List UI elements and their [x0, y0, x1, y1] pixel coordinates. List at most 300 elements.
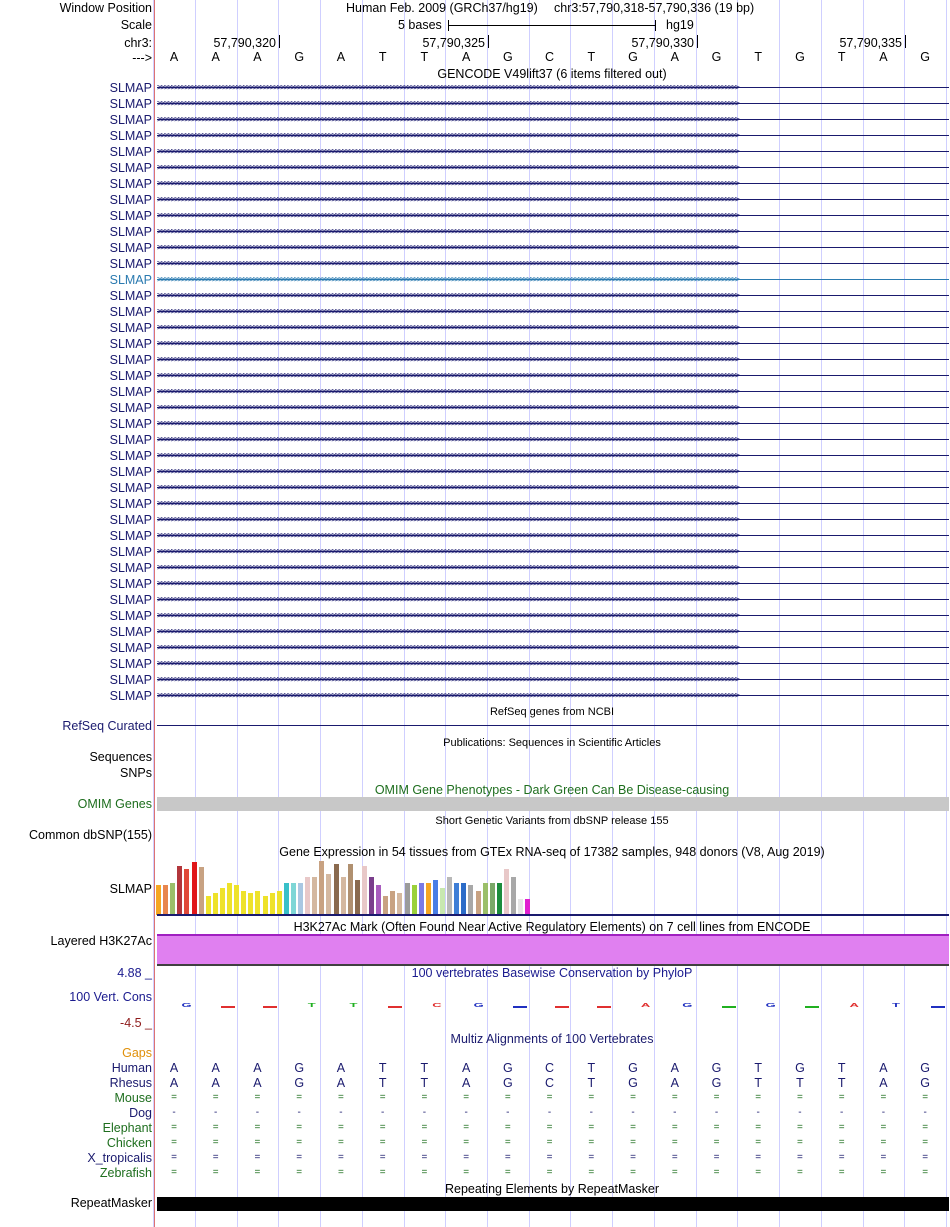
base: A [169, 50, 179, 64]
gtex-tissue-bar[interactable] [518, 899, 523, 915]
gene-transcript[interactable] [157, 400, 949, 416]
base: A [336, 50, 346, 64]
alignment-base: = [463, 1152, 470, 1163]
gene-label-slmap[interactable]: SLMAP [109, 689, 152, 703]
alignment-base: = [880, 1167, 887, 1178]
gene-label-slmap[interactable]: SLMAP [109, 209, 152, 223]
alignment-base: = [797, 1092, 803, 1103]
conservation-title: 100 vertebrates Basewise Conservation by PhyloP [411, 966, 693, 980]
alignment-base: = [171, 1152, 177, 1163]
gene-label-slmap[interactable]: SLMAP [109, 577, 152, 591]
gtex-tissue-bar[interactable] [454, 883, 459, 915]
gene-label-slmap[interactable]: SLMAP [109, 241, 152, 255]
omim-track[interactable] [157, 797, 949, 811]
gene-label-slmap[interactable]: SLMAP [109, 465, 152, 479]
strand-arrows: >>>>>>>>>>>>>>>>>>>>>>>>>>>>>>>>>>>>>>>>>>>>>>>>>>>>>>>>>>>>>>>>>>>>>>>>>>>>>>>>>>>>>>>>>>>>>>>>>>>>>>>>>>>>>>>>>>>>>>>>>>>>>>>>>>>>>>>>>>>>>>>>>>>>>>>>>>>>>>>>>>>>>>>>>> [157, 387, 739, 397]
alignment-base: T [587, 1061, 596, 1075]
gtex-tissue-bar[interactable] [476, 891, 481, 915]
gtex-tissue-bar[interactable] [177, 866, 182, 915]
multiz-title: Multiz Alignments of 100 Vertebrates [450, 1032, 654, 1046]
species-label[interactable]: X_tropicalis [87, 1151, 152, 1165]
conservation-letter: T [349, 1001, 358, 1009]
alignment-base: - [297, 1107, 301, 1118]
h3k27ac-track[interactable] [157, 934, 949, 966]
gene-label-slmap[interactable]: SLMAP [109, 305, 152, 319]
alignment-base: = [504, 1122, 511, 1133]
gtex-tissue-bar[interactable] [326, 874, 331, 915]
coordinate-label: 57,790,330 [631, 36, 694, 50]
strand-arrows: >>>>>>>>>>>>>>>>>>>>>>>>>>>>>>>>>>>>>>>>>>>>>>>>>>>>>>>>>>>>>>>>>>>>>>>>>>>>>>>>>>>>>>>>>>>>>>>>>>>>>>>>>>>>>>>>>>>>>>>>>>>>>>>>>>>>>>>>>>>>>>>>>>>>>>>>>>>>>>>>>>>>>>>>>> [157, 115, 739, 125]
repeatmasker-track[interactable] [157, 1197, 949, 1211]
gene-transcript[interactable] [157, 144, 949, 160]
gene-transcript[interactable] [157, 672, 949, 688]
alignment-base: = [588, 1137, 595, 1148]
alignment-base: - [756, 1107, 760, 1118]
alignment-base: = [755, 1137, 762, 1148]
gene-label-slmap[interactable]: SLMAP [109, 625, 152, 639]
alignment-base: = [171, 1137, 177, 1148]
gene-transcript[interactable] [157, 352, 949, 368]
alignment-base: = [421, 1122, 428, 1133]
alignment-base: = [588, 1152, 595, 1163]
gtex-tissue-bar[interactable] [362, 866, 367, 915]
alignment-base: = [379, 1122, 386, 1133]
coordinate-tick [697, 35, 698, 48]
alignment-base: = [755, 1167, 762, 1178]
gene-transcript[interactable] [157, 464, 949, 480]
alignment-base: A [169, 1076, 179, 1090]
alignment-base: = [671, 1122, 678, 1133]
strand-arrows: >>>>>>>>>>>>>>>>>>>>>>>>>>>>>>>>>>>>>>>>>>>>>>>>>>>>>>>>>>>>>>>>>>>>>>>>>>>>>>>>>>>>>>>>>>>>>>>>>>>>>>>>>>>>>>>>>>>>>>>>>>>>>>>>>>>>>>>>>>>>>>>>>>>>>>>>>>>>>>>>>>>>>>>>>> [157, 419, 739, 429]
gtex-tissue-bar[interactable] [213, 893, 218, 915]
base: G [920, 50, 930, 64]
strand-arrows: >>>>>>>>>>>>>>>>>>>>>>>>>>>>>>>>>>>>>>>>>>>>>>>>>>>>>>>>>>>>>>>>>>>>>>>>>>>>>>>>>>>>>>>>>>>>>>>>>>>>>>>>>>>>>>>>>>>>>>>>>>>>>>>>>>>>>>>>>>>>>>>>>>>>>>>>>>>>>>>>>>>>>>>>>> [157, 595, 739, 605]
alignment-base: = [296, 1092, 303, 1103]
alignment-base: = [296, 1122, 303, 1133]
alignment-base: = [588, 1167, 595, 1178]
h3k27ac-label[interactable]: Layered H3K27Ac [50, 934, 152, 948]
gtex-tissue-bar[interactable] [355, 880, 360, 915]
gtex-expression-chart[interactable] [156, 860, 556, 915]
alignment-base: G [711, 1076, 722, 1090]
alignment-base: G [920, 1061, 930, 1075]
gtex-label[interactable]: SLMAP [109, 882, 152, 896]
alignment-base: = [797, 1167, 803, 1178]
gtex-tissue-bar[interactable] [419, 883, 424, 915]
strand-arrows: >>>>>>>>>>>>>>>>>>>>>>>>>>>>>>>>>>>>>>>>>>>>>>>>>>>>>>>>>>>>>>>>>>>>>>>>>>>>>>>>>>>>>>>>>>>>>>>>>>>>>>>>>>>>>>>>>>>>>>>>>>>>>>>>>>>>>>>>>>>>>>>>>>>>>>>>>>>>>>>>>>>>>>>>>> [157, 627, 739, 637]
alignment-base: = [337, 1152, 344, 1163]
alignment-base: C [545, 1061, 555, 1075]
gene-label-slmap[interactable]: SLMAP [109, 481, 152, 495]
gtex-tissue-bar[interactable] [412, 885, 417, 915]
alignment-base: = [337, 1167, 344, 1178]
gene-label-slmap[interactable]: SLMAP [109, 273, 152, 287]
alignment-base: A [336, 1076, 346, 1090]
gtex-tissue-bar[interactable] [497, 883, 502, 915]
alignment-base: = [671, 1092, 678, 1103]
window-position-label: Window Position [59, 1, 152, 15]
refseq-track[interactable] [157, 725, 949, 726]
conservation-mark [263, 1006, 277, 1008]
species-label[interactable]: Rhesus [109, 1076, 152, 1090]
base: T [754, 50, 763, 64]
alignment-base: = [379, 1167, 386, 1178]
base: A [879, 50, 888, 64]
gtex-tissue-bar[interactable] [163, 885, 168, 915]
alignment-base: T [754, 1061, 763, 1075]
publications-snps-label[interactable]: SNPs [120, 766, 152, 780]
base: C [545, 50, 555, 64]
alignment-base: T [378, 1076, 387, 1090]
gtex-tissue-bar[interactable] [504, 869, 509, 915]
gene-label-slmap[interactable]: SLMAP [109, 289, 152, 303]
gene-transcript[interactable] [157, 224, 949, 240]
gene-transcript[interactable] [157, 384, 949, 400]
conservation-letter: G [682, 1001, 693, 1009]
gene-transcript[interactable] [157, 336, 949, 352]
repeatmasker-label[interactable]: RepeatMasker [70, 1196, 152, 1210]
gtex-tissue-bar[interactable] [199, 867, 204, 915]
alignment-base: A [670, 1076, 679, 1090]
gene-transcript[interactable] [157, 656, 949, 672]
strand-arrows: >>>>>>>>>>>>>>>>>>>>>>>>>>>>>>>>>>>>>>>>>>>>>>>>>>>>>>>>>>>>>>>>>>>>>>>>>>>>>>>>>>>>>>>>>>>>>>>>>>>>>>>>>>>>>>>>>>>>>>>>>>>>>>>>>>>>>>>>>>>>>>>>>>>>>>>>>>>>>>>>>>>>>>>>>> [157, 163, 739, 173]
gene-transcript[interactable] [157, 448, 949, 464]
gene-transcript[interactable] [157, 480, 949, 496]
alignment-base: = [630, 1137, 636, 1148]
alignment-base: - [589, 1107, 593, 1118]
alignment-base: = [713, 1092, 720, 1103]
gtex-tissue-bar[interactable] [170, 883, 175, 915]
gene-label-slmap[interactable]: SLMAP [109, 641, 152, 655]
alignment-base: = [588, 1122, 595, 1133]
conservation-letter: G [765, 1001, 776, 1009]
alignment-base: = [421, 1092, 428, 1103]
gene-transcript[interactable] [157, 304, 949, 320]
gtex-tissue-bar[interactable] [405, 883, 410, 915]
gtex-tissue-bar[interactable] [390, 891, 395, 915]
gtex-tissue-bar[interactable] [312, 877, 317, 915]
gtex-tissue-bar[interactable] [483, 883, 488, 915]
strand-arrows: >>>>>>>>>>>>>>>>>>>>>>>>>>>>>>>>>>>>>>>>>>>>>>>>>>>>>>>>>>>>>>>>>>>>>>>>>>>>>>>>>>>>>>>>>>>>>>>>>>>>>>>>>>>>>>>>>>>>>>>>>>>>>>>>>>>>>>>>>>>>>>>>>>>>>>>>>>>>>>>>>>>>>>>>>> [157, 227, 739, 237]
gtex-tissue-bar[interactable] [227, 883, 232, 915]
alignment-base: T [796, 1076, 804, 1090]
gtex-tissue-bar[interactable] [525, 899, 530, 915]
alignment-base: = [671, 1167, 678, 1178]
gene-label-slmap[interactable]: SLMAP [109, 113, 152, 127]
gtex-tissue-bar[interactable] [426, 883, 431, 915]
alignment-base: A [336, 1061, 346, 1075]
conservation-letter: G [181, 1001, 192, 1009]
alignment-base: = [880, 1092, 887, 1103]
alignment-base: T [837, 1076, 846, 1090]
alignment-base: - [631, 1107, 635, 1118]
alignment-base: = [546, 1152, 553, 1163]
publications-sequences-label[interactable]: Sequences [89, 750, 152, 764]
alignment-base: = [630, 1092, 636, 1103]
gene-transcript[interactable] [157, 160, 949, 176]
gene-label-slmap[interactable]: SLMAP [109, 657, 152, 671]
repeatmasker-title: Repeating Elements by RepeatMasker [444, 1182, 660, 1196]
gene-label-slmap[interactable]: SLMAP [109, 497, 152, 511]
gene-transcript[interactable] [157, 640, 949, 656]
alignment-base: A [461, 1076, 471, 1090]
gene-label-slmap[interactable]: SLMAP [109, 545, 152, 559]
species-label[interactable]: Chicken [106, 1136, 152, 1150]
conservation-mark [722, 1006, 736, 1008]
alignment-base: T [587, 1076, 596, 1090]
gtex-tissue-bar[interactable] [248, 893, 253, 915]
gtex-tissue-bar[interactable] [277, 891, 282, 915]
alignment-base: = [254, 1152, 261, 1163]
gene-label-slmap[interactable]: SLMAP [109, 529, 152, 543]
gtex-tissue-bar[interactable] [220, 888, 225, 915]
alignment-base: = [838, 1167, 845, 1178]
gene-transcript[interactable] [157, 560, 949, 576]
conservation-max: 4.88 _ [117, 966, 152, 980]
alignment-base: A [253, 1076, 262, 1090]
gtex-tissue-bar[interactable] [461, 883, 466, 915]
gene-label-slmap[interactable]: SLMAP [109, 97, 152, 111]
refseq-label[interactable]: RefSeq Curated [62, 719, 152, 733]
gene-label-slmap[interactable]: SLMAP [109, 513, 152, 527]
strand-arrows: >>>>>>>>>>>>>>>>>>>>>>>>>>>>>>>>>>>>>>>>>>>>>>>>>>>>>>>>>>>>>>>>>>>>>>>>>>>>>>>>>>>>>>>>>>>>>>>>>>>>>>>>>>>>>>>>>>>>>>>>>>>>>>>>>>>>>>>>>>>>>>>>>>>>>>>>>>>>>>>>>>>>>>>>>> [157, 579, 739, 589]
alignment-base: - [380, 1107, 385, 1118]
gtex-tissue-bar[interactable] [348, 864, 353, 915]
gene-transcript[interactable] [157, 432, 949, 448]
gtex-tissue-bar[interactable] [284, 883, 289, 915]
strand-arrows: >>>>>>>>>>>>>>>>>>>>>>>>>>>>>>>>>>>>>>>>>>>>>>>>>>>>>>>>>>>>>>>>>>>>>>>>>>>>>>>>>>>>>>>>>>>>>>>>>>>>>>>>>>>>>>>>>>>>>>>>>>>>>>>>>>>>>>>>>>>>>>>>>>>>>>>>>>>>>>>>>>>>>>>>>> [157, 691, 739, 701]
gene-transcript[interactable] [157, 496, 949, 512]
gene-transcript[interactable] [157, 320, 949, 336]
strand-arrows: >>>>>>>>>>>>>>>>>>>>>>>>>>>>>>>>>>>>>>>>>>>>>>>>>>>>>>>>>>>>>>>>>>>>>>>>>>>>>>>>>>>>>>>>>>>>>>>>>>>>>>>>>>>>>>>>>>>>>>>>>>>>>>>>>>>>>>>>>>>>>>>>>>>>>>>>>>>>>>>>>>>>>>>>>> [157, 323, 739, 333]
alignment-base: = [212, 1152, 219, 1163]
gene-label-slmap[interactable]: SLMAP [109, 593, 152, 607]
alignment-base: = [630, 1152, 636, 1163]
alignment-base: = [171, 1122, 177, 1133]
coordinate-label: 57,790,320 [213, 36, 276, 50]
gene-label-slmap[interactable]: SLMAP [109, 401, 152, 415]
gtex-track-baseline [157, 914, 949, 916]
gene-transcript[interactable] [157, 608, 949, 624]
strand-arrows: >>>>>>>>>>>>>>>>>>>>>>>>>>>>>>>>>>>>>>>>>>>>>>>>>>>>>>>>>>>>>>>>>>>>>>>>>>>>>>>>>>>>>>>>>>>>>>>>>>>>>>>>>>>>>>>>>>>>>>>>>>>>>>>>>>>>>>>>>>>>>>>>>>>>>>>>>>>>>>>>>>>>>>>>>> [157, 547, 739, 557]
species-label[interactable]: Mouse [114, 1091, 152, 1105]
gtex-tissue-bar[interactable] [440, 888, 445, 915]
gtex-tissue-bar[interactable] [334, 864, 339, 915]
strand-arrows: >>>>>>>>>>>>>>>>>>>>>>>>>>>>>>>>>>>>>>>>>>>>>>>>>>>>>>>>>>>>>>>>>>>>>>>>>>>>>>>>>>>>>>>>>>>>>>>>>>>>>>>>>>>>>>>>>>>>>>>>>>>>>>>>>>>>>>>>>>>>>>>>>>>>>>>>>>>>>>>>>>>>>>>>>> [157, 275, 739, 285]
alignment-base: - [840, 1107, 844, 1118]
alignment-base: - [506, 1107, 510, 1118]
gene-transcript[interactable] [157, 80, 949, 96]
gene-label-slmap[interactable]: SLMAP [109, 673, 152, 687]
alignment-base: = [838, 1092, 845, 1103]
gene-transcript[interactable] [157, 528, 949, 544]
gene-transcript[interactable] [157, 176, 949, 192]
gene-transcript[interactable] [157, 96, 949, 112]
gene-label-slmap[interactable]: SLMAP [109, 433, 152, 447]
gene-label-slmap[interactable]: SLMAP [109, 81, 152, 95]
conservation-mark [221, 1006, 235, 1008]
alignment-base: = [922, 1137, 929, 1148]
gene-transcript[interactable] [157, 512, 949, 528]
gene-transcript[interactable] [157, 128, 949, 144]
gene-transcript[interactable] [157, 192, 949, 208]
species-label[interactable]: Elephant [102, 1121, 152, 1135]
strand-arrows: >>>>>>>>>>>>>>>>>>>>>>>>>>>>>>>>>>>>>>>>>>>>>>>>>>>>>>>>>>>>>>>>>>>>>>>>>>>>>>>>>>>>>>>>>>>>>>>>>>>>>>>>>>>>>>>>>>>>>>>>>>>>>>>>>>>>>>>>>>>>>>>>>>>>>>>>>>>>>>>>>>>>>>>>>> [157, 307, 739, 317]
gene-label-slmap[interactable]: SLMAP [109, 129, 152, 143]
gtex-tissue-bar[interactable] [490, 883, 495, 915]
alignment-base: = [671, 1137, 678, 1148]
gtex-tissue-bar[interactable] [241, 891, 246, 915]
alignment-base: - [339, 1107, 343, 1118]
gtex-tissue-bar[interactable] [341, 877, 346, 915]
gene-label-slmap[interactable]: SLMAP [109, 609, 152, 623]
gene-transcript[interactable] [157, 544, 949, 560]
gene-label-slmap[interactable]: SLMAP [109, 369, 152, 383]
alignment-base: = [296, 1137, 303, 1148]
gtex-tissue-bar[interactable] [291, 883, 296, 915]
gene-transcript[interactable] [157, 112, 949, 128]
gene-transcript[interactable] [157, 240, 949, 256]
gtex-tissue-bar[interactable] [184, 869, 189, 915]
scale-bar [448, 18, 656, 32]
label-separator [154, 0, 155, 1227]
alignment-base: = [797, 1152, 803, 1163]
gene-label-slmap[interactable]: SLMAP [109, 561, 152, 575]
alignment-base: = [630, 1167, 636, 1178]
alignment-base: = [630, 1122, 636, 1133]
alignment-base: = [254, 1092, 261, 1103]
multiz-gaps-label[interactable]: Gaps [122, 1046, 152, 1060]
scale-db: hg19 [666, 18, 694, 32]
gene-label-slmap[interactable]: SLMAP [109, 449, 152, 463]
strand-arrows: >>>>>>>>>>>>>>>>>>>>>>>>>>>>>>>>>>>>>>>>>>>>>>>>>>>>>>>>>>>>>>>>>>>>>>>>>>>>>>>>>>>>>>>>>>>>>>>>>>>>>>>>>>>>>>>>>>>>>>>>>>>>>>>>>>>>>>>>>>>>>>>>>>>>>>>>>>>>>>>>>>>>>>>>>> [157, 147, 739, 157]
strand-arrows: >>>>>>>>>>>>>>>>>>>>>>>>>>>>>>>>>>>>>>>>>>>>>>>>>>>>>>>>>>>>>>>>>>>>>>>>>>>>>>>>>>>>>>>>>>>>>>>>>>>>>>>>>>>>>>>>>>>>>>>>>>>>>>>>>>>>>>>>>>>>>>>>>>>>>>>>>>>>>>>>>>>>>>>>>> [157, 259, 739, 269]
gene-label-slmap[interactable]: SLMAP [109, 161, 152, 175]
alignment-base: - [464, 1107, 468, 1118]
gene-label-slmap[interactable]: SLMAP [109, 145, 152, 159]
alignment-base: = [504, 1167, 511, 1178]
gene-transcript[interactable] [157, 688, 949, 704]
gtex-tissue-bar[interactable] [305, 877, 310, 915]
gtex-tissue-bar[interactable] [192, 862, 197, 915]
gene-transcript[interactable] [157, 576, 949, 592]
gene-label-slmap[interactable]: SLMAP [109, 225, 152, 239]
alignment-base: A [670, 1061, 679, 1075]
gene-transcript[interactable] [157, 256, 949, 272]
alignment-base: = [546, 1137, 553, 1148]
gene-label-slmap[interactable]: SLMAP [109, 353, 152, 367]
alignment-base: = [337, 1092, 344, 1103]
alignment-base: - [422, 1107, 427, 1118]
alignment-base: = [254, 1137, 261, 1148]
gene-transcript[interactable] [157, 416, 949, 432]
gtex-tissue-bar[interactable] [206, 896, 211, 915]
alignment-base: = [379, 1137, 386, 1148]
gtex-tissue-bar[interactable] [255, 891, 260, 915]
conservation-letter: A [640, 1001, 651, 1009]
species-label[interactable]: Human [111, 1061, 152, 1075]
alignment-base: G [628, 1076, 638, 1090]
gene-label-slmap[interactable]: SLMAP [109, 385, 152, 399]
alignment-base: = [504, 1152, 511, 1163]
coordinate-tick [488, 35, 489, 48]
gene-label-slmap[interactable]: SLMAP [109, 417, 152, 431]
gene-transcript[interactable] [157, 272, 949, 288]
conservation-label[interactable]: 100 Vert. Cons [69, 990, 152, 1004]
gtex-tissue-bar[interactable] [369, 877, 374, 915]
gtex-tissue-bar[interactable] [397, 893, 402, 915]
base: T [378, 50, 387, 64]
coordinate-label: 57,790,335 [839, 36, 902, 50]
coordinate-label: 57,790,325 [422, 36, 485, 50]
alignment-base: = [296, 1167, 303, 1178]
alignment-base: = [546, 1092, 553, 1103]
gene-transcript[interactable] [157, 288, 949, 304]
gtex-tissue-bar[interactable] [511, 877, 516, 915]
gtex-tissue-bar[interactable] [447, 877, 452, 915]
alignment-base: C [545, 1076, 555, 1090]
gtex-tissue-bar[interactable] [234, 885, 239, 915]
dbsnp-label[interactable]: Common dbSNP(155) [29, 828, 152, 842]
gene-label-slmap[interactable]: SLMAP [109, 257, 152, 271]
gtex-tissue-bar[interactable] [319, 861, 324, 915]
species-label[interactable]: Dog [129, 1106, 152, 1120]
strand-arrows: >>>>>>>>>>>>>>>>>>>>>>>>>>>>>>>>>>>>>>>>>>>>>>>>>>>>>>>>>>>>>>>>>>>>>>>>>>>>>>>>>>>>>>>>>>>>>>>>>>>>>>>>>>>>>>>>>>>>>>>>>>>>>>>>>>>>>>>>>>>>>>>>>>>>>>>>>>>>>>>>>>>>>>>>>> [157, 403, 739, 413]
gene-transcript[interactable] [157, 368, 949, 384]
gene-transcript[interactable] [157, 208, 949, 224]
gtex-tissue-bar[interactable] [383, 896, 388, 915]
alignment-base: = [713, 1152, 720, 1163]
assembly-title: Human Feb. 2009 (GRCh37/hg19) [346, 1, 538, 15]
coordinate-tick [905, 35, 906, 48]
gene-label-slmap[interactable]: SLMAP [109, 321, 152, 335]
alignment-base: = [588, 1092, 595, 1103]
gtex-tissue-bar[interactable] [468, 885, 473, 915]
strand-arrows: >>>>>>>>>>>>>>>>>>>>>>>>>>>>>>>>>>>>>>>>>>>>>>>>>>>>>>>>>>>>>>>>>>>>>>>>>>>>>>>>>>>>>>>>>>>>>>>>>>>>>>>>>>>>>>>>>>>>>>>>>>>>>>>>>>>>>>>>>>>>>>>>>>>>>>>>>>>>>>>>>>>>>>>>>> [157, 531, 739, 541]
alignment-base: = [212, 1122, 219, 1133]
gtex-tissue-bar[interactable] [298, 883, 303, 915]
alignment-base: - [714, 1107, 719, 1118]
gtex-tissue-bar[interactable] [376, 885, 381, 915]
alignment-base: - [798, 1107, 802, 1118]
base: A [461, 50, 471, 64]
species-label[interactable]: Zebrafish [99, 1166, 152, 1180]
alignment-base: = [755, 1152, 762, 1163]
alignment-base: = [337, 1122, 344, 1133]
gtex-tissue-bar[interactable] [156, 885, 161, 915]
alignment-base: T [420, 1076, 429, 1090]
conservation-letter: A [849, 1001, 859, 1009]
conservation-letter: G [473, 1001, 484, 1009]
gtex-tissue-bar[interactable] [433, 880, 438, 915]
base: T [420, 50, 429, 64]
gtex-tissue-bar[interactable] [263, 896, 268, 915]
gene-label-slmap[interactable]: SLMAP [109, 337, 152, 351]
alignment-base: = [463, 1137, 470, 1148]
alignment-base: = [922, 1167, 929, 1178]
omim-label[interactable]: OMIM Genes [77, 797, 152, 811]
gene-transcript[interactable] [157, 592, 949, 608]
conservation-mark [513, 1006, 527, 1008]
strand-arrows: >>>>>>>>>>>>>>>>>>>>>>>>>>>>>>>>>>>>>>>>>>>>>>>>>>>>>>>>>>>>>>>>>>>>>>>>>>>>>>>>>>>>>>>>>>>>>>>>>>>>>>>>>>>>>>>>>>>>>>>>>>>>>>>>>>>>>>>>>>>>>>>>>>>>>>>>>>>>>>>>>>>>>>>>>> [157, 371, 739, 381]
gene-transcript[interactable] [157, 624, 949, 640]
gtex-title: Gene Expression in 54 tissues from GTEx RNA-seq of 17382 samples, 948 donors (V8, Aug 2019) [279, 845, 825, 859]
alignment-base: T [837, 1061, 846, 1075]
alignment-base: = [797, 1122, 803, 1133]
gene-label-slmap[interactable]: SLMAP [109, 177, 152, 191]
gene-label-slmap[interactable]: SLMAP [109, 193, 152, 207]
gtex-tissue-bar[interactable] [270, 893, 275, 915]
